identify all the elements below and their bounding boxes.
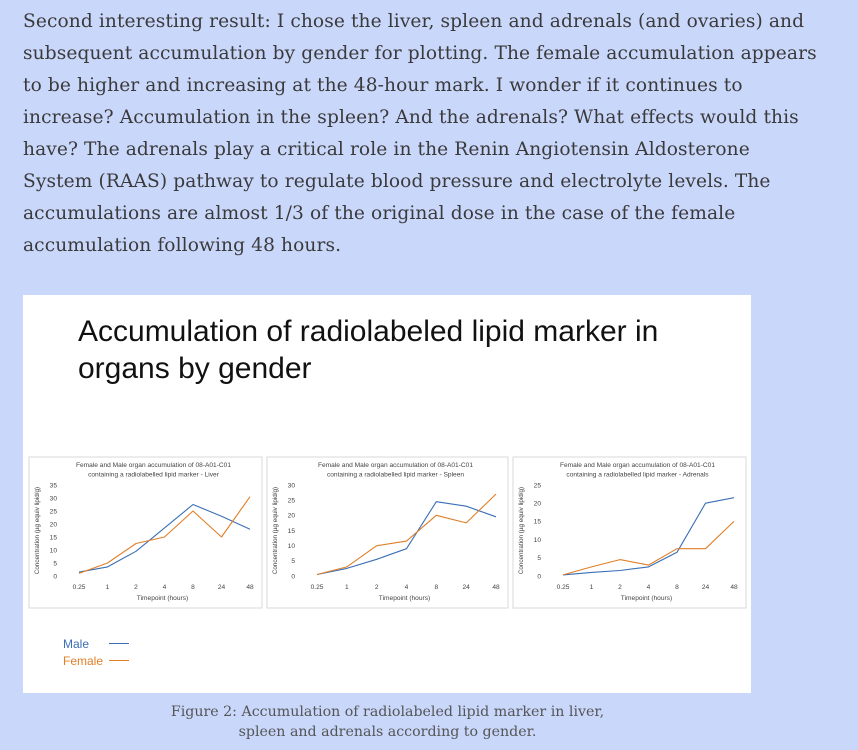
chart3-ytick-label: 10: [533, 536, 541, 544]
chart3-ytick-label: 5: [537, 555, 541, 563]
chart1-title-line: containing a radiolabelled lipid marker - Liver: [88, 471, 219, 479]
legend-item-male: [63, 635, 129, 652]
chart3-xtick-label: 48: [730, 584, 738, 591]
charts-svg: [23, 295, 751, 693]
chart3-xtick-label: 0.25: [556, 584, 570, 591]
chart1-ytick-label: 15: [49, 534, 57, 542]
chart2-ytick-label: 30: [287, 482, 295, 490]
chart2-xtick-label: 0.25: [310, 584, 324, 591]
figure-title: Accumulation of radiolabeled lipid marker in organs by gender: [78, 315, 659, 385]
chart1-frame: [29, 457, 262, 608]
chart3-frame: [513, 457, 746, 608]
chart2-title-line: containing a radiolabelled lipid marker - Spleen: [326, 471, 465, 479]
chart2-ytick-label: 25: [287, 497, 295, 505]
legend-item-female: [63, 652, 129, 669]
chart1-xtick-label: 48: [246, 584, 254, 591]
chart2-title-line: Female and Male organ accumulation of 08-A01-C01: [317, 462, 474, 469]
chart1-ytick-label: 5: [53, 560, 57, 568]
body-paragraph: Second interesting result: I chose the liver, spleen and adrenals (and ovaries) and subsequent accumulation by gender for plotting. The female accumulation appears to be higher and increasing at the 48-hour mark. I wonder if it continues to increase? Accumulation in the spleen? And the adrenals? What effects would this have? The adrenals play a critical role in the Renin Angiotensin Aldosterone System (RAAS) pathway to regulate blood pressure and electrolyte levels. The accumulations are almost 1/3 of the original dose in the case of the female accumulation following 48 hours.: [23, 11, 817, 256]
chart3-xtick-label: 2: [618, 584, 622, 591]
chart2-ylabel: Concentration (µg equiv lipid/g): [272, 486, 279, 575]
legend-label-male: Male: [63, 636, 90, 651]
chart2-xlabel: Timepoint (hours): [378, 595, 431, 602]
chart3-xlabel: Timepoint (hours): [620, 595, 673, 602]
chart1-ytick-label: 30: [49, 495, 57, 503]
chart2-xtick-label: 1: [344, 584, 349, 591]
chart1-title-line: Female and Male organ accumulation of 08-A01-C01: [75, 462, 232, 469]
legend: [63, 635, 129, 669]
chart1-xtick-label: 8: [191, 584, 195, 591]
chart3-ytick-label: 20: [533, 500, 541, 508]
chart3-title-line: containing a radiolabelled lipid marker - Adrenals: [566, 471, 709, 479]
chart2-frame: [267, 457, 508, 608]
chart2-xtick-label: 48: [492, 584, 500, 591]
chart2-xtick-label: 2: [374, 584, 379, 591]
chart1-xlabel: Timepoint (hours): [136, 595, 189, 602]
chart1-ytick-label: 25: [49, 508, 57, 516]
chart1-xtick-label: 2: [134, 584, 138, 591]
chart2-xtick-label: 8: [434, 584, 439, 591]
chart3-ytick-label: 15: [533, 518, 541, 526]
chart2-ytick-label: 20: [287, 512, 295, 520]
chart2-ytick-label: 15: [287, 527, 295, 535]
chart2-xtick-label: 4: [404, 584, 409, 591]
chart3-xtick-label: 24: [701, 584, 710, 591]
chart1-ytick-label: 0: [53, 573, 57, 581]
chart1-ytick-label: 20: [49, 521, 57, 529]
chart3-ylabel: Concentration (µg equiv lipid/g): [518, 486, 525, 575]
chart2-ytick-label: 5: [291, 558, 295, 566]
legend-swatch-female: [109, 660, 129, 661]
chart3-title-line: Female and Male organ accumulation of 08-A01-C01: [559, 462, 716, 469]
figure-panel: [23, 295, 751, 693]
chart2-ytick-label: 10: [287, 542, 295, 550]
chart2-xtick-label: 24: [462, 584, 470, 591]
chart1-xtick-label: 4: [162, 584, 167, 591]
chart2-ytick-label: 0: [291, 573, 295, 581]
chart1-ylabel: Concentration (µg equiv lipid/g): [34, 486, 41, 575]
chart1-ytick-label: 10: [49, 547, 57, 555]
chart3-ytick-label: 25: [533, 482, 541, 490]
chart1-xtick-label: 1: [105, 584, 110, 591]
legend-label-female: Female: [63, 653, 104, 668]
chart3-xtick-label: 4: [646, 584, 651, 591]
chart1-ytick-label: 35: [49, 482, 57, 490]
chart3-xtick-label: 8: [675, 584, 679, 591]
chart1-xtick-label: 0.25: [72, 584, 86, 591]
chart1-xtick-label: 24: [217, 584, 226, 591]
chart3-ytick-label: 0: [537, 573, 541, 581]
figure-caption: Figure 2: Accumulation of radiolabeled lipid marker in liver, spleen and adrenals according to gender.: [170, 704, 605, 740]
chart3-xtick-label: 1: [589, 584, 594, 591]
legend-swatch-male: [109, 643, 129, 644]
